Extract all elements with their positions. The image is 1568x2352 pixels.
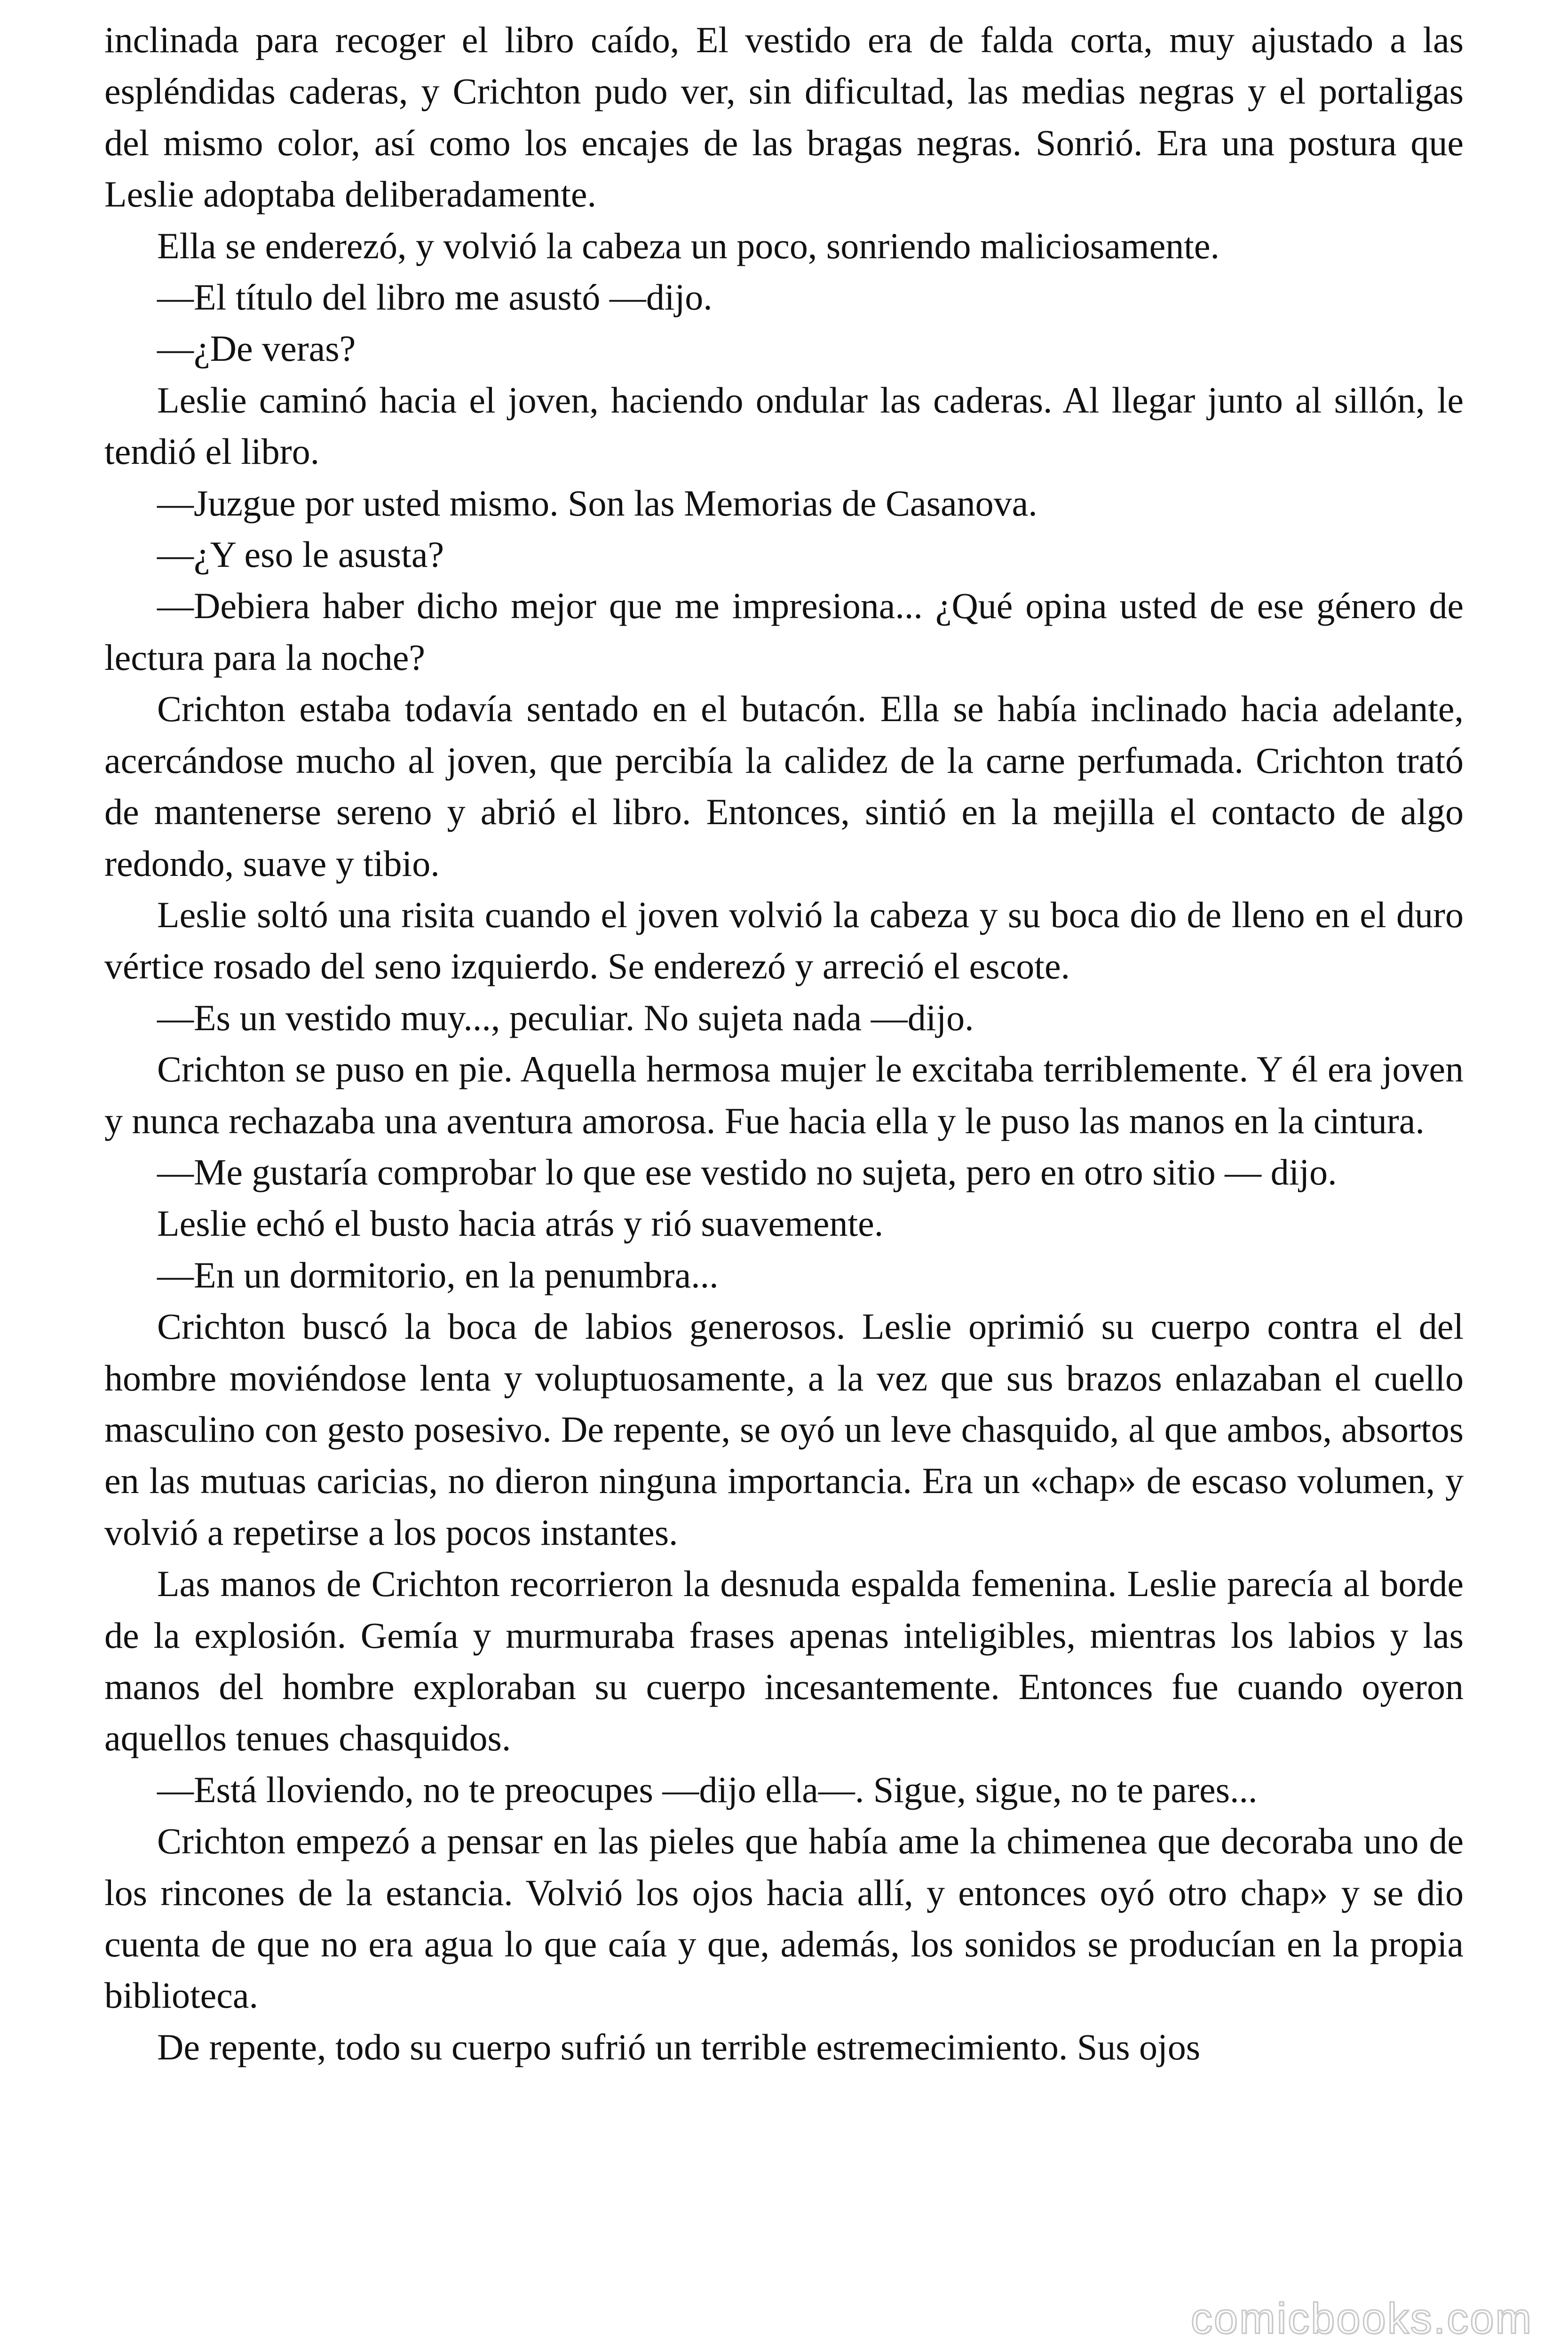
paragraph: —El título del libro me asustó —dijo. xyxy=(157,277,713,318)
paragraph: —Es un vestido muy..., peculiar. No sujeta nada —dijo. xyxy=(157,997,974,1038)
paragraph: Crichton se puso en pie. Aquella hermosa mujer le excitaba terriblemente. Y él era joven y nunca rechazaba una aventura amorosa. Fue hacia ella y le puso las manos en la cintura. xyxy=(104,1049,1464,1141)
paragraph: Crichton buscó la boca de labios generosos. Leslie oprimió su cuerpo contra el del hombre moviéndose lenta y voluptuosamente, a la vez que sus brazos enlazaban el cuello masculino con gesto posesivo. De repente, se oyó un leve chasquido, al que ambos, absortos en las mutuas caricias, no dieron ninguna importancia. Era un «chap» de escaso volumen, y volvió a repetirse a los pocos instantes. xyxy=(104,1306,1464,1553)
paragraph: De repente, todo su cuerpo sufrió un terrible estremecimiento. Sus ojos xyxy=(157,2026,1201,2067)
paragraph: —¿Y eso le asusta? xyxy=(157,534,444,575)
paragraph: —Juzgue por usted mismo. Son las Memorias de Casanova. xyxy=(157,482,1037,524)
paragraph: Leslie echó el busto hacia atrás y rió suavemente. xyxy=(157,1203,884,1244)
watermark: comicbooks.com xyxy=(1190,2295,1533,2343)
page-body xyxy=(104,14,1464,2073)
paragraph: Ella se enderezó, y volvió la cabeza un poco, sonriendo maliciosamente. xyxy=(157,225,1220,266)
paragraph: —Está lloviendo, no te preocupes —dijo ella—. Sigue, sigue, no te pares... xyxy=(157,1769,1258,1810)
paragraph: Leslie soltó una risita cuando el joven volvió la cabeza y su boca dio de lleno en el duro vértice rosado del seno izquierdo. Se enderezó y arreció el escote. xyxy=(104,894,1464,987)
paragraph: —En un dormitorio, en la penumbra... xyxy=(157,1254,719,1295)
paragraph: Leslie caminó hacia el joven, haciendo ondular las caderas. Al llegar junto al sillón, le tendió el libro. xyxy=(104,379,1464,472)
paragraph: Crichton estaba todavía sentado en el butacón. Ella se había inclinado hacia adelante, acercándose mucho al joven, que percibía la calidez de la carne perfumada. Crichton trató de mantenerse sereno y abrió el libro. Entonces, sintió en la mejilla el contacto de algo redondo, suave y tibio. xyxy=(104,688,1464,884)
paragraph: Las manos de Crichton recorrieron la desnuda espalda femenina. Leslie parecía al borde de la explosión. Gemía y murmuraba frases apenas inteligibles, mientras los labios y las manos del hombre exploraban su cuerpo incesantemente. Entonces fue cuando oyeron aquellos tenues chasquidos. xyxy=(104,1563,1464,1759)
paragraph: inclinada para recoger el libro caído, El vestido era de falda corta, muy ajustado a las espléndidas caderas, y Crichton pudo ver, sin dificultad, las medias negras y el portaligas del mismo color, así como los encajes de las bragas negras. Sonrió. Era una postura que Leslie adoptaba deliberadamente. xyxy=(104,19,1464,215)
paragraph: —Debiera haber dicho mejor que me impresiona... ¿Qué opina usted de ese género de lectura para la noche? xyxy=(104,585,1464,678)
paragraph: —¿De veras? xyxy=(157,328,356,369)
paragraph: Crichton empezó a pensar en las pieles que había ame la chimenea que decoraba uno de los rincones de la estancia. Volvió los ojos hacia allí, y entonces oyó otro chap» y se dio cuenta de que no era agua lo que caía y que, además, los sonidos se producían en la propia biblioteca. xyxy=(104,1820,1464,2016)
paragraph: —Me gustaría comprobar lo que ese vestido no sujeta, pero en otro sitio — dijo. xyxy=(157,1151,1337,1192)
